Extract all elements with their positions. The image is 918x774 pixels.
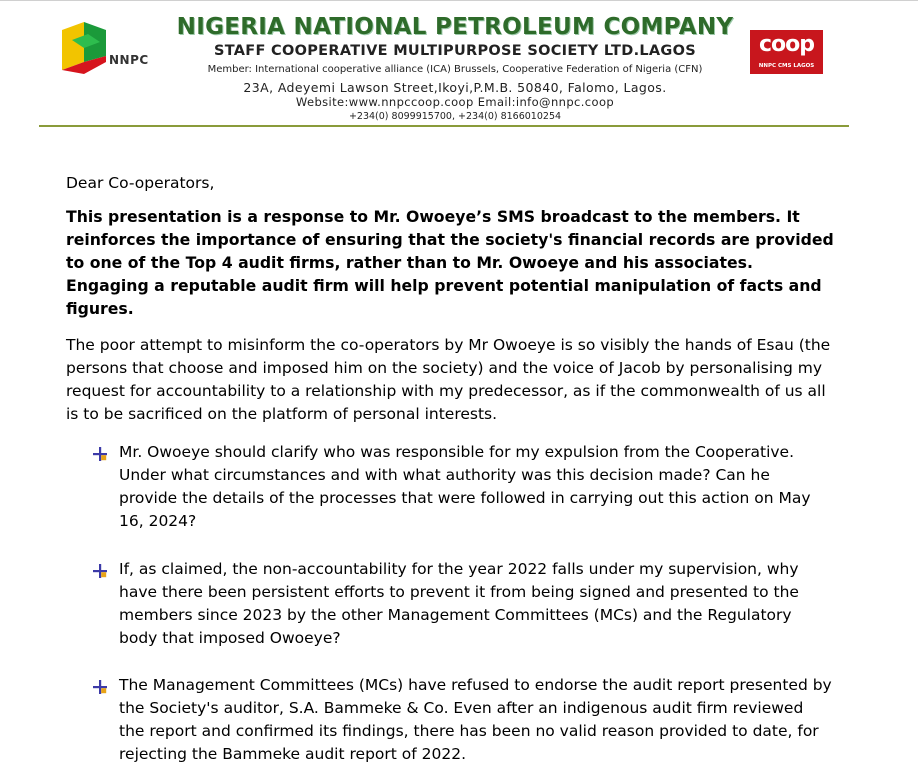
body-paragraph: The poor attempt to misinform the co-operators by Mr Owoeye is so visibly the hands of Esau (the persons that choose and imposed him on the society) and the voice of Jacob by personalising my request for accountability to a relationship with my predecessor, as if the commonwealth of us all is to be sacrificed on the platform of personal interests. — [66, 336, 831, 423]
plus-bullet-icon — [92, 446, 108, 462]
bullet-text: Mr. Owoeye should clarify who was responsible for my expulsion from the Cooperative. Under what circumstances and with what authority was this decision made? Can he provide the details of the processes that were followed in carrying out this action on May 16, 2024? — [119, 443, 811, 530]
membership-line: Member: International cooperative alliance (ICA) Brussels, Cooperative Federation of Nigeria (CFN) — [207, 64, 703, 75]
plus-bullet-icon — [92, 563, 108, 579]
top-divider — [0, 0, 918, 1]
phone-line: +234(0) 8099915700, +234(0) 8166010254 — [348, 111, 562, 122]
nnpc-logo-label: NNPC — [109, 53, 149, 67]
salutation: Dear Co-operators, — [66, 174, 215, 192]
plus-bullet-icon — [92, 679, 108, 695]
coop-logo-subtext: NNPC CMS LAGOS — [758, 63, 815, 69]
organization-title: NIGERIA NATIONAL PETROLEUM COMPANY — [176, 14, 734, 40]
bullet-text: The Management Committees (MCs) have refused to endorse the audit report presented by the Society's auditor, S.A. Bammeke & Co. Even after an indigenous audit firm reviewed the report and confirmed its findings, there has been no valid reason provided to date, for rejecting the Bammeke audit report of 2022. — [119, 676, 832, 763]
nnpc-logo — [62, 22, 172, 78]
bullet-text: If, as claimed, the non-accountability for the year 2022 falls under my supervision, why have there been persistent efforts to prevent it from being signed and presented to the members since 2023 by the other Management Committees (MCs) and the Regulatory body that imposed Owoeye? — [119, 560, 799, 647]
organization-subtitle: STAFF COOPERATIVE MULTIPURPOSE SOCIETY LTD.LAGOS — [213, 43, 697, 59]
coop-logo — [750, 30, 823, 74]
intro-bold-paragraph: This presentation is a response to Mr. Owoeye’s SMS broadcast to the members. It reinforces the importance of ensuring that the society's financial records are provided to one of the Top 4 audit firms, rather than to Mr. Owoeye and his associates. Engaging a reputable audit firm will help prevent potential manipulation of facts and figures. — [66, 207, 834, 318]
website-email-line: Website:www.nnpccoop.coop Email:info@nnpc.coop — [295, 95, 615, 109]
header-divider — [39, 125, 849, 127]
nnpc-logo-icon — [62, 22, 110, 78]
coop-logo-word: coop — [758, 32, 815, 57]
address-line: 23A, Adeyemi Lawson Street,Ikoyi,P.M.B. 50840, Falomo, Lagos. — [243, 80, 667, 95]
